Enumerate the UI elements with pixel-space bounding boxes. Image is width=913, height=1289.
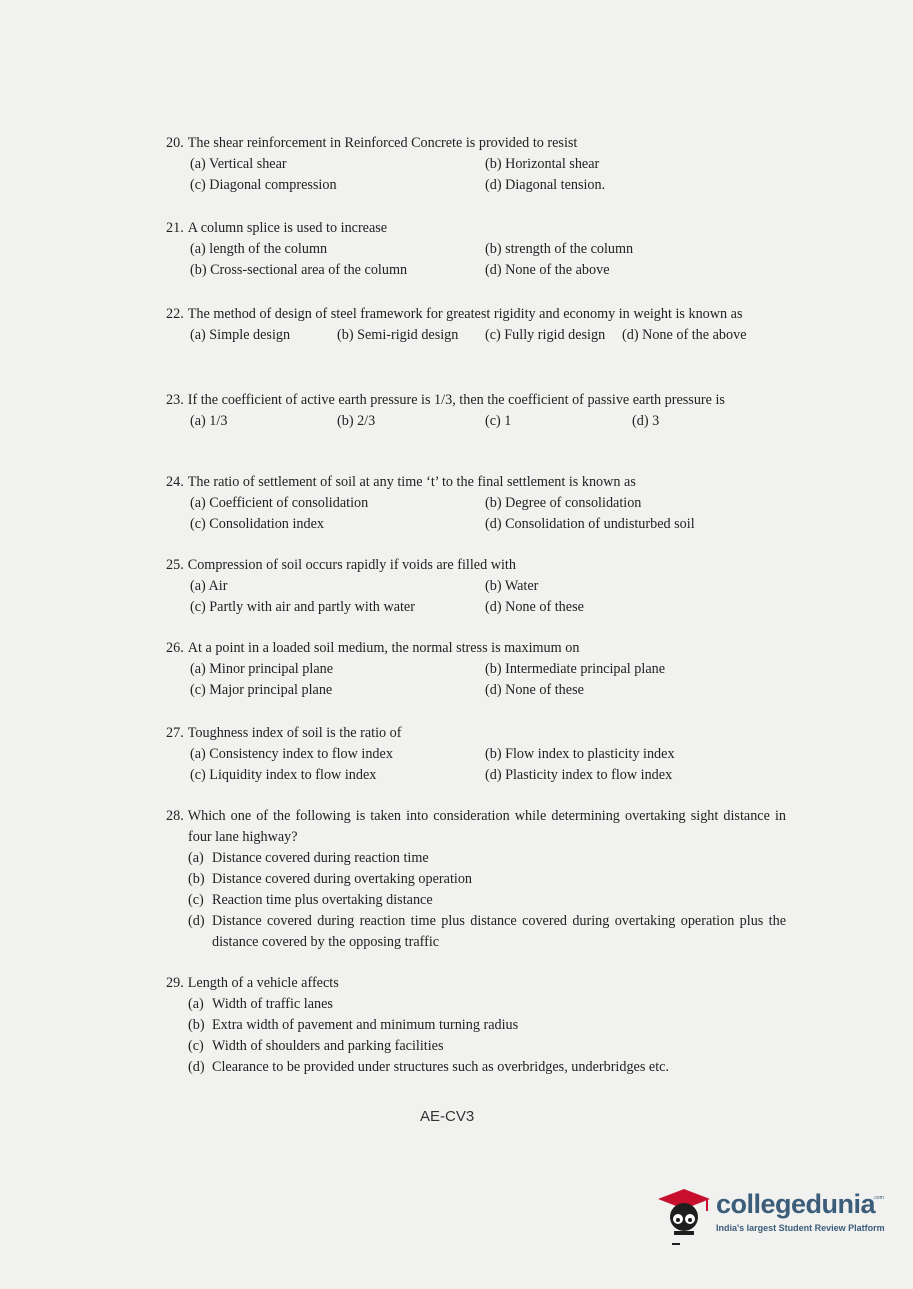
option-d: (d) None of the above (622, 327, 747, 343)
option-text: Distance covered during overtaking operation (212, 871, 473, 887)
option-text: Extra width of pavement and minimum turning radius (212, 1017, 519, 1033)
option-d: (d) None of these (485, 599, 584, 615)
question-22 (166, 304, 786, 346)
question-number: 26. (166, 640, 184, 656)
option-d: (d) None of the above (485, 262, 610, 278)
option-d: (d) Plasticity index to flow index (485, 767, 673, 783)
question-number: 29. (166, 975, 184, 991)
option-text: Distance covered during reaction time (212, 850, 429, 866)
brand-name: collegedunia (716, 1189, 876, 1219)
option-a: (a) Consistency index to flow index (190, 746, 393, 762)
question-29 (166, 973, 786, 1078)
option-b: (b) Flow index to plasticity index (485, 746, 675, 762)
option-a: (a) Minor principal plane (190, 661, 334, 677)
option-text: Width of shoulders and parking facilities (212, 1038, 444, 1054)
option-b (188, 869, 786, 890)
option-c: (c) Fully rigid design (485, 327, 606, 343)
option-d: (d) None of these (485, 682, 584, 698)
question-text: The ratio of settlement of soil at any time ‘t’ to the final settlement is known as (187, 474, 636, 490)
option-text: Distance covered during reaction time plus distance covered during overtaking operation plus the distance covered by the opposing traffic (212, 913, 786, 950)
option-b: (b) strength of the column (485, 241, 634, 257)
question-text: If the coefficient of active earth pressure is 1/3, then the coefficient of passive earth pressure is (187, 392, 725, 408)
question-number: 24. (166, 474, 184, 490)
question-text: Compression of soil occurs rapidly if voids are filled with (187, 557, 516, 573)
question-text: The shear reinforcement in Reinforced Concrete is provided to resist (187, 135, 578, 151)
brand-domain: .com (873, 1195, 884, 1201)
option-c: (c) Partly with air and partly with water (190, 599, 415, 615)
option-a (188, 848, 786, 869)
question-25 (166, 555, 786, 618)
graduate-mascot-icon (654, 1183, 714, 1253)
option-label: (b) (188, 871, 205, 887)
option-b: (b) Semi-rigid design (337, 327, 459, 343)
option-a: (a) Vertical shear (190, 156, 287, 172)
question-28 (166, 806, 786, 953)
option-text: Reaction time plus overtaking distance (212, 892, 433, 908)
option-b: (b) Water (485, 578, 539, 594)
question-27 (166, 723, 786, 786)
collegedunia-logo[interactable] (654, 1183, 884, 1253)
question-text: At a point in a loaded soil medium, the normal stress is maximum on (187, 640, 580, 656)
question-number: 23. (166, 392, 184, 408)
question-text: Length of a vehicle affects (187, 975, 339, 991)
brand-tagline: India's largest Student Review Platform (716, 1223, 885, 1233)
question-24 (166, 472, 786, 535)
option-label: (c) (188, 1038, 204, 1054)
question-20 (166, 133, 786, 196)
option-c: (c) 1 (485, 413, 512, 429)
option-b: (b) Intermediate principal plane (485, 661, 666, 677)
option-label: (c) (188, 892, 204, 908)
question-text: The method of design of steel framework for greatest rigidity and economy in weight is known as (187, 306, 743, 322)
question-21 (166, 218, 786, 281)
option-a (188, 994, 786, 1015)
question-number: 20. (166, 135, 184, 151)
question-text: Which one of the following is taken into consideration while determining overtaking sight distance in four lane highway? (187, 808, 786, 845)
option-b (188, 1015, 786, 1036)
option-label: (b) (188, 1017, 205, 1033)
option-c: (b) Cross-sectional area of the column (190, 262, 408, 278)
option-c (188, 1036, 786, 1057)
question-number: 25. (166, 557, 184, 573)
option-c: (c) Consolidation index (190, 516, 324, 532)
option-b: (b) 2/3 (337, 413, 376, 429)
option-d: (d) Diagonal tension. (485, 177, 606, 193)
option-text: Clearance to be provided under structures such as overbridges, underbridges etc. (212, 1059, 669, 1075)
option-label: (a) (188, 850, 204, 866)
option-d (188, 911, 786, 953)
option-b: (b) Horizontal shear (485, 156, 600, 172)
question-number: 21. (166, 220, 184, 236)
option-a: (a) Simple design (190, 327, 291, 343)
question-text: A column splice is used to increase (187, 220, 388, 236)
option-d: (d) Consolidation of undisturbed soil (485, 516, 695, 532)
option-a: (a) Coefficient of consolidation (190, 495, 369, 511)
option-text: Width of traffic lanes (212, 996, 333, 1012)
question-number: 22. (166, 306, 184, 322)
option-d (188, 1057, 786, 1078)
option-c: (c) Diagonal compression (190, 177, 337, 193)
option-c: (c) Major principal plane (190, 682, 333, 698)
option-a: (a) 1/3 (190, 413, 228, 429)
option-d: (d) 3 (632, 413, 660, 429)
option-c: (c) Liquidity index to flow index (190, 767, 377, 783)
option-a: (a) length of the column (190, 241, 328, 257)
option-b: (b) Degree of consolidation (485, 495, 642, 511)
option-label: (d) (188, 913, 205, 929)
option-c (188, 890, 786, 911)
question-26 (166, 638, 786, 701)
question-text: Toughness index of soil is the ratio of (187, 725, 402, 741)
option-label: (d) (188, 1059, 205, 1075)
question-number: 28. (166, 808, 184, 824)
question-number: 27. (166, 725, 184, 741)
option-label: (a) (188, 996, 204, 1012)
paper-code: AE-CV3 (420, 1108, 475, 1125)
option-a: (a) Air (190, 578, 228, 594)
question-23 (166, 390, 786, 432)
